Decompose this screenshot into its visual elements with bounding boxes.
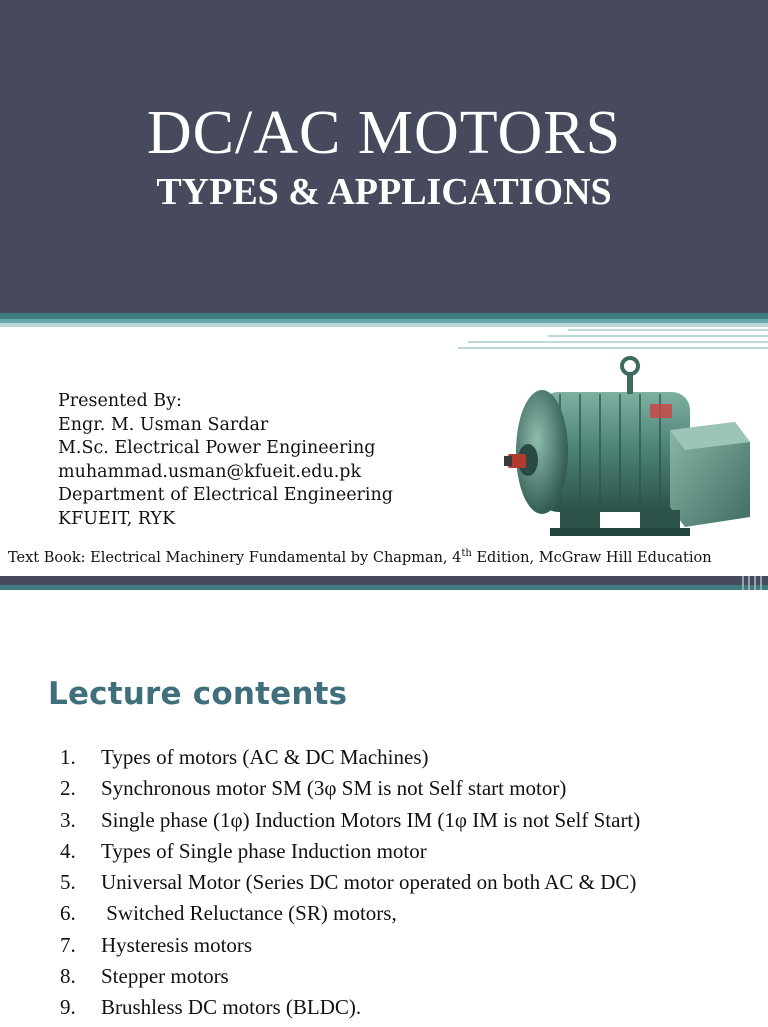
edition-superscript: th xyxy=(461,548,472,559)
item-text: Synchronous motor SM (3φ SM is not Self start motor) xyxy=(101,776,567,801)
item-number: 8. xyxy=(60,964,76,989)
lecture-contents-list xyxy=(60,745,640,1027)
slide-subtitle: TYPES & APPLICATIONS xyxy=(156,171,612,213)
item-text: Types of motors (AC & DC Machines) xyxy=(101,745,429,769)
teal-divider xyxy=(0,313,768,327)
list-item xyxy=(60,776,640,807)
item-number: 2. xyxy=(60,776,76,801)
item-number: 1. xyxy=(60,745,76,769)
item-text: Single phase (1φ) Induction Motors IM (1φ IM is not Self Start) xyxy=(101,807,641,832)
textbook-reference xyxy=(8,548,712,566)
lecture-contents-slide xyxy=(0,590,768,1024)
presenter-line: KFUEIT, RYK xyxy=(58,508,176,529)
presenter-info xyxy=(58,390,393,531)
textbook-text-suffix: Edition, McGraw Hill Education xyxy=(471,549,712,566)
title-band xyxy=(0,0,768,313)
item-number: 3. xyxy=(60,807,76,832)
list-item xyxy=(60,745,640,776)
item-text: Stepper motors xyxy=(101,964,229,989)
presenter-line: Engr. M. Usman Sardar xyxy=(58,414,269,435)
item-number: 9. xyxy=(60,995,76,1020)
lecture-contents-heading: Lecture contents xyxy=(48,676,348,712)
list-item xyxy=(60,870,640,901)
list-item xyxy=(60,933,640,964)
presenter-line: Presented By: xyxy=(58,391,182,411)
presenter-email: muhammad.usman@kfueit.edu.pk xyxy=(58,461,362,482)
list-item xyxy=(60,964,640,995)
list-item xyxy=(60,995,640,1026)
presenter-line: M.Sc. Electrical Power Engineering xyxy=(58,438,376,458)
item-text: Hysteresis motors xyxy=(101,932,253,957)
presenter-line: Department of Electrical Engineering xyxy=(58,485,393,505)
item-text: Types of Single phase Induction motor xyxy=(101,838,427,863)
item-text: Universal Motor (Series DC motor operated on both AC & DC) xyxy=(101,870,637,895)
item-number: 4. xyxy=(60,838,76,863)
item-number: 5. xyxy=(60,870,76,895)
list-item xyxy=(60,808,640,839)
item-text: Switched Reluctance (SR) motors, xyxy=(101,901,397,926)
list-item xyxy=(60,901,640,932)
list-item xyxy=(60,839,640,870)
electric-motor-image xyxy=(500,352,758,548)
item-number: 6. xyxy=(60,901,76,926)
bottom-band xyxy=(0,576,768,590)
item-text: Brushless DC motors (BLDC). xyxy=(101,995,362,1020)
item-number: 7. xyxy=(60,932,76,957)
textbook-text: Text Book: Electrical Machinery Fundamental by Chapman, 4 xyxy=(8,549,462,566)
slide-title: DC/AC MOTORS xyxy=(146,99,622,167)
